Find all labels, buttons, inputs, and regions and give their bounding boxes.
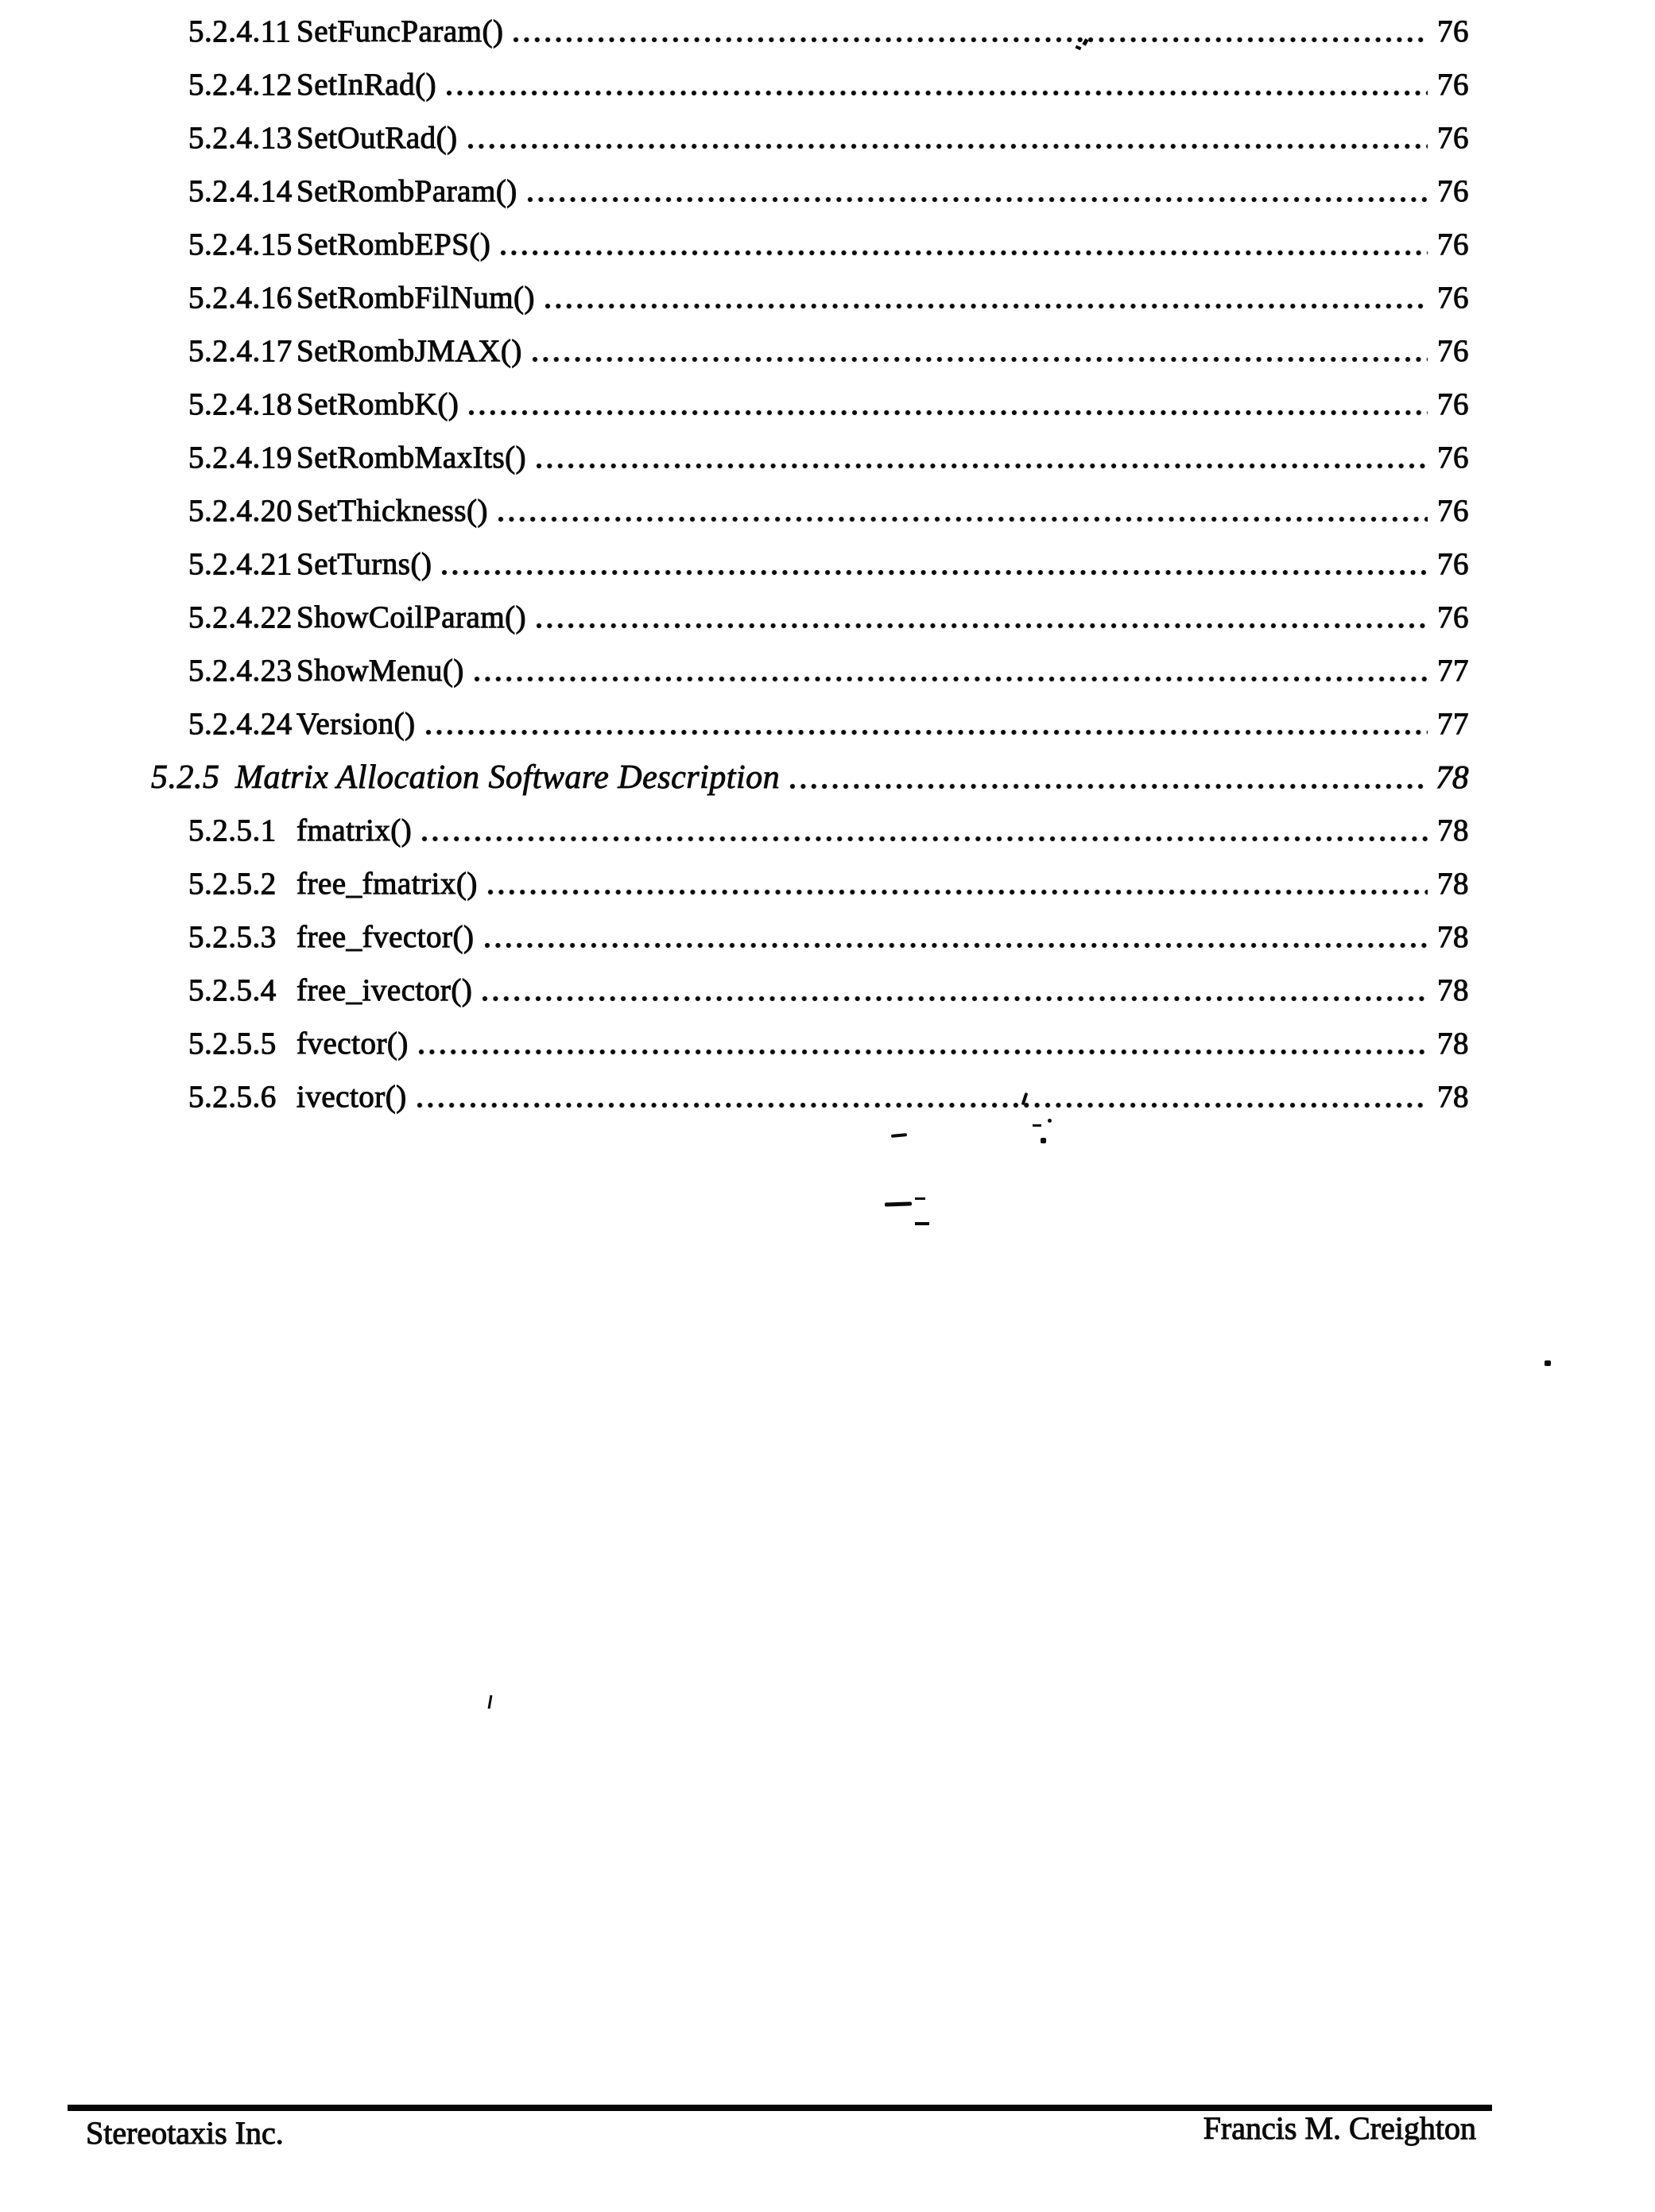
toc-entry-page: 76 <box>1437 121 1469 155</box>
toc-entry-5.2.4.19 <box>0 431 1655 484</box>
dot-leader <box>474 673 1428 683</box>
toc-entry-number: 5.2.4.23 <box>188 654 293 688</box>
dot-leader <box>446 87 1428 97</box>
toc-entry-page: 76 <box>1437 600 1469 634</box>
scan-artifact <box>488 1695 493 1709</box>
toc-entry-5.2.4.13 <box>0 111 1655 165</box>
toc-entry-page: 76 <box>1437 174 1469 208</box>
toc-entry-5.2.4.24 <box>0 697 1655 751</box>
toc-entry-number: 5.2.4.21 <box>188 547 293 581</box>
dot-leader <box>468 407 1428 417</box>
toc-entry-page: 76 <box>1437 440 1469 475</box>
dot-leader <box>484 940 1428 949</box>
toc-entry-page: 76 <box>1437 547 1469 581</box>
toc-list <box>0 5 1655 1123</box>
toc-entry-page: 78 <box>1437 973 1469 1007</box>
toc-entry-page: 76 <box>1437 281 1469 315</box>
dot-leader <box>418 1046 1428 1056</box>
scan-artifact <box>885 1201 912 1206</box>
toc-entry-number: 5.2.4.17 <box>188 334 293 368</box>
toc-entry-page: 78 <box>1437 1026 1469 1061</box>
toc-entry-page: 76 <box>1437 387 1469 421</box>
toc-entry-title: SetRombEPS() <box>297 227 491 262</box>
toc-entry-number: 5.2.5.3 <box>188 920 277 954</box>
dot-leader <box>482 993 1428 1003</box>
dot-leader <box>498 514 1428 523</box>
dot-leader <box>536 460 1428 470</box>
toc-entry-5.2.4.18 <box>0 378 1655 431</box>
toc-entry-number: 5.2.4.12 <box>188 68 293 102</box>
toc-entry-title: ivector() <box>297 1080 407 1114</box>
toc-entry-page: 78 <box>1437 867 1469 901</box>
toc-entry-number: 5.2.4.15 <box>188 227 293 262</box>
toc-entry-5.2.4.22 <box>0 591 1655 644</box>
toc-entry-title: SetThickness() <box>297 494 488 528</box>
toc-entry-title: SetRombJMAX() <box>297 334 522 368</box>
toc-entry-number: 5.2.5.5 <box>188 1026 277 1061</box>
toc-entry-page: 78 <box>1437 920 1469 954</box>
toc-entry-5.2.4.16 <box>0 271 1655 324</box>
toc-entry-number: 5.2.4.11 <box>188 14 292 49</box>
footer-company: Stereotaxis Inc. <box>86 2115 284 2151</box>
dot-leader <box>487 887 1428 896</box>
toc-entry-5.2.5.1 <box>0 804 1655 857</box>
toc-entry-number: 5.2.4.24 <box>188 707 293 741</box>
toc-entry-number: 5.2.4.18 <box>188 387 293 421</box>
dot-leader <box>789 781 1428 790</box>
toc-entry-title: free_ivector() <box>297 973 473 1007</box>
toc-entry-5.2.4.21 <box>0 537 1655 591</box>
toc-entry-title: free_fmatrix() <box>297 867 478 901</box>
toc-entry-title: ShowCoilParam() <box>297 600 527 634</box>
toc-entry-number: 5.2.4.19 <box>188 440 293 475</box>
toc-entry-number: 5.2.4.20 <box>188 494 293 528</box>
toc-entry-title: SetFuncParam() <box>297 14 504 49</box>
dot-leader <box>536 620 1428 630</box>
toc-entry-title: Matrix Allocation Software Description <box>235 759 781 796</box>
dot-leader <box>421 833 1428 843</box>
dot-leader <box>545 301 1428 310</box>
dot-leader <box>417 1100 1428 1109</box>
toc-entry-title: free_fvector() <box>297 920 475 954</box>
scan-artifact <box>1033 1124 1041 1127</box>
toc-entry-page: 76 <box>1437 227 1469 262</box>
footer-author: Francis M. Creighton <box>1203 2110 1476 2146</box>
scan-artifact <box>1041 1138 1046 1143</box>
toc-entry-number: 5.2.4.13 <box>188 121 293 155</box>
scan-artifact <box>915 1197 925 1200</box>
toc-entry-5.2.5.2 <box>0 857 1655 910</box>
toc-entry-title: ShowMenu() <box>297 654 464 688</box>
toc-entry-number: 5.2.5.6 <box>188 1080 277 1114</box>
dot-leader <box>513 34 1428 44</box>
dot-leader <box>467 141 1428 150</box>
toc-entry-number: 5.2.5.2 <box>188 867 277 901</box>
toc-entry-title: Version() <box>297 707 416 741</box>
toc-entry-page: 76 <box>1437 14 1469 49</box>
toc-entry-title: SetRombK() <box>297 387 459 421</box>
toc-entry-page: 77 <box>1437 654 1469 688</box>
toc-entry-number: 5.2.5.1 <box>188 813 277 848</box>
toc-entry-page: 78 <box>1437 813 1469 848</box>
toc-entry-number: 5.2.4.22 <box>188 600 293 634</box>
toc-entry-5.2.4.14 <box>0 165 1655 218</box>
toc-entry-title: SetRombMaxIts() <box>297 440 527 475</box>
dot-leader <box>425 727 1428 736</box>
toc-entry-page: 76 <box>1437 334 1469 368</box>
toc-entry-5.2.5 <box>0 751 1655 804</box>
toc-entry-page: 76 <box>1437 68 1469 102</box>
toc-entry-5.2.4.11 <box>0 5 1655 58</box>
toc-entry-number: 5.2.5.4 <box>188 973 277 1007</box>
toc-entry-5.2.5.3 <box>0 910 1655 964</box>
dot-leader <box>500 247 1428 257</box>
toc-entry-5.2.4.12 <box>0 58 1655 111</box>
toc-entry-page: 78 <box>1437 1080 1469 1114</box>
scan-artifact <box>1545 1360 1551 1366</box>
toc-entry-5.2.4.17 <box>0 324 1655 378</box>
toc-entry-title: SetInRad() <box>297 68 437 102</box>
toc-entry-number: 5.2.4.16 <box>188 281 293 315</box>
dot-leader <box>527 194 1428 204</box>
toc-entry-page: 78 <box>1436 759 1469 795</box>
toc-entry-title: fmatrix() <box>297 813 413 848</box>
toc-entry-5.2.5.5 <box>0 1017 1655 1070</box>
toc-entry-page: 77 <box>1437 707 1469 741</box>
toc-entry-5.2.4.20 <box>0 484 1655 537</box>
dot-leader <box>532 354 1428 363</box>
toc-entry-5.2.4.23 <box>0 644 1655 697</box>
toc-entry-title: SetTurns() <box>297 547 432 581</box>
toc-entry-title: fvector() <box>297 1026 409 1061</box>
toc-entry-5.2.5.4 <box>0 964 1655 1017</box>
toc-entry-title: SetOutRad() <box>297 121 458 155</box>
toc-entry-5.2.4.15 <box>0 218 1655 271</box>
toc-entry-5.2.5.6 <box>0 1070 1655 1123</box>
toc-entry-title: SetRombParam() <box>297 174 517 208</box>
toc-entry-title: SetRombFilNum() <box>297 281 536 315</box>
scan-artifact <box>915 1222 929 1225</box>
dot-leader <box>441 567 1428 576</box>
scan-artifact <box>1048 1119 1052 1123</box>
toc-entry-number: 5.2.4.14 <box>188 174 293 208</box>
toc-entry-number: 5.2.5 <box>151 759 220 796</box>
toc-entry-page: 76 <box>1437 494 1469 528</box>
scan-artifact <box>891 1133 907 1138</box>
